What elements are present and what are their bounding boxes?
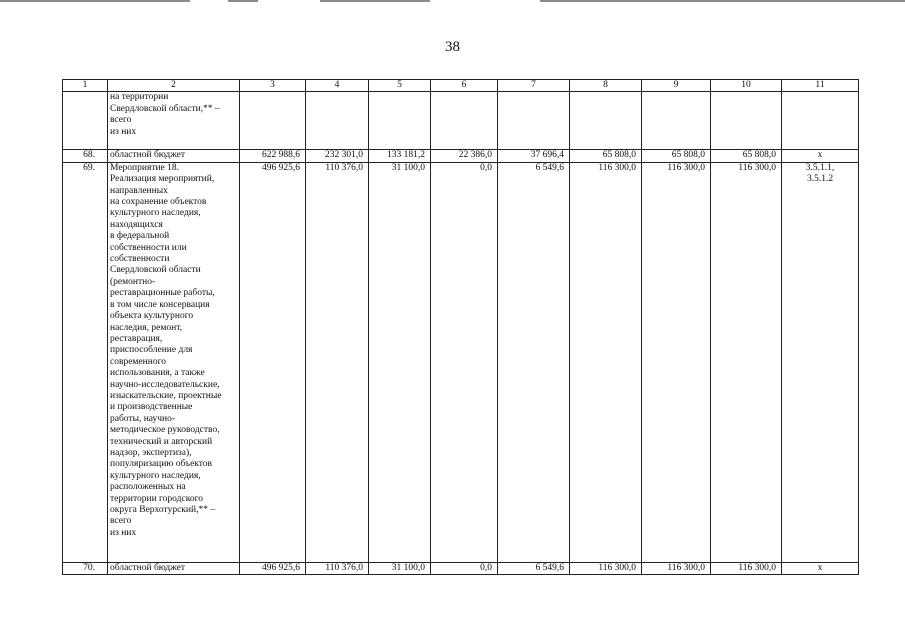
cell-value: 232 301,0 [306,150,369,162]
cell-value: 133 181,2 [369,150,431,162]
cell-value: 31 100,0 [369,162,431,562]
cell-value [369,92,431,150]
cell-value: 65 808,0 [570,150,642,162]
column-header: 4 [306,80,369,92]
cell-value [711,92,782,150]
row-reference: x [782,562,859,574]
cell-value [498,92,570,150]
column-header: 7 [498,80,570,92]
cell-value: 0,0 [431,162,498,562]
row-number: 70. [63,562,108,574]
cell-value: 6 549,6 [498,162,570,562]
column-header: 9 [642,80,711,92]
cell-value [431,92,498,150]
cell-value [240,92,306,150]
column-header: 11 [782,80,859,92]
cell-value: 65 808,0 [711,150,782,162]
row-reference: x [782,150,859,162]
column-header: 8 [570,80,642,92]
page-number: 38 [445,39,460,55]
scan-edge-line [0,0,190,2]
budget-table [62,79,859,575]
table-header-row [63,80,859,92]
table-row [63,162,859,562]
row-reference [782,92,859,150]
table-row [63,92,859,150]
row-number: 68. [63,150,108,162]
table-row [63,150,859,162]
cell-value [570,92,642,150]
row-number [63,92,108,150]
table-row [63,562,859,574]
row-reference: 3.5.1.1, 3.5.1.2 [782,162,859,562]
cell-value: 65 808,0 [642,150,711,162]
cell-value: 110 376,0 [306,162,369,562]
cell-value: 622 988,6 [240,150,306,162]
row-number: 69. [63,162,108,562]
cell-value: 116 300,0 [711,162,782,562]
cell-value [306,92,369,150]
cell-value: 496 925,6 [240,162,306,562]
cell-value: 496 925,6 [240,562,306,574]
cell-value: 37 696,4 [498,150,570,162]
cell-value: 116 300,0 [642,562,711,574]
column-header: 2 [108,80,240,92]
cell-value: 116 300,0 [642,162,711,562]
row-description: Мероприятие 18. Реализация мероприятий, направленных на сохранение объектов культурного наследия, находящихся в федеральной собственности или собственности Свердловской области (ремонтно- реставрационные работы, в том числе консервация объекта культурного наследия, ремонт, реставрация, приспособление для современного использования, а также научно-исследовательские, изыскательские, проектные и производственные работы, научно- методическое руководство, технический и авторский надзор, экспертиза), популяризацию объектов культурного наследия, расположенных на территории городского округа Верхотурский,** – всего из них [108,162,240,562]
cell-value: 116 300,0 [570,162,642,562]
column-header: 1 [63,80,108,92]
scan-edge-line [228,0,258,2]
column-header: 5 [369,80,431,92]
column-header: 6 [431,80,498,92]
cell-value: 116 300,0 [711,562,782,574]
column-header: 10 [711,80,782,92]
cell-value: 116 300,0 [570,562,642,574]
scan-edge-line [540,0,905,2]
cell-value: 22 386,0 [431,150,498,162]
cell-value [642,92,711,150]
cell-value: 6 549,6 [498,562,570,574]
row-description: на территории Свердловской области,** – всего из них [108,92,240,150]
cell-value: 31 100,0 [369,562,431,574]
scan-edge-line [320,0,430,2]
cell-value: 110 376,0 [306,562,369,574]
column-header: 3 [240,80,306,92]
row-description: областной бюджет [108,150,240,162]
row-description: областной бюджет [108,562,240,574]
cell-value: 0,0 [431,562,498,574]
